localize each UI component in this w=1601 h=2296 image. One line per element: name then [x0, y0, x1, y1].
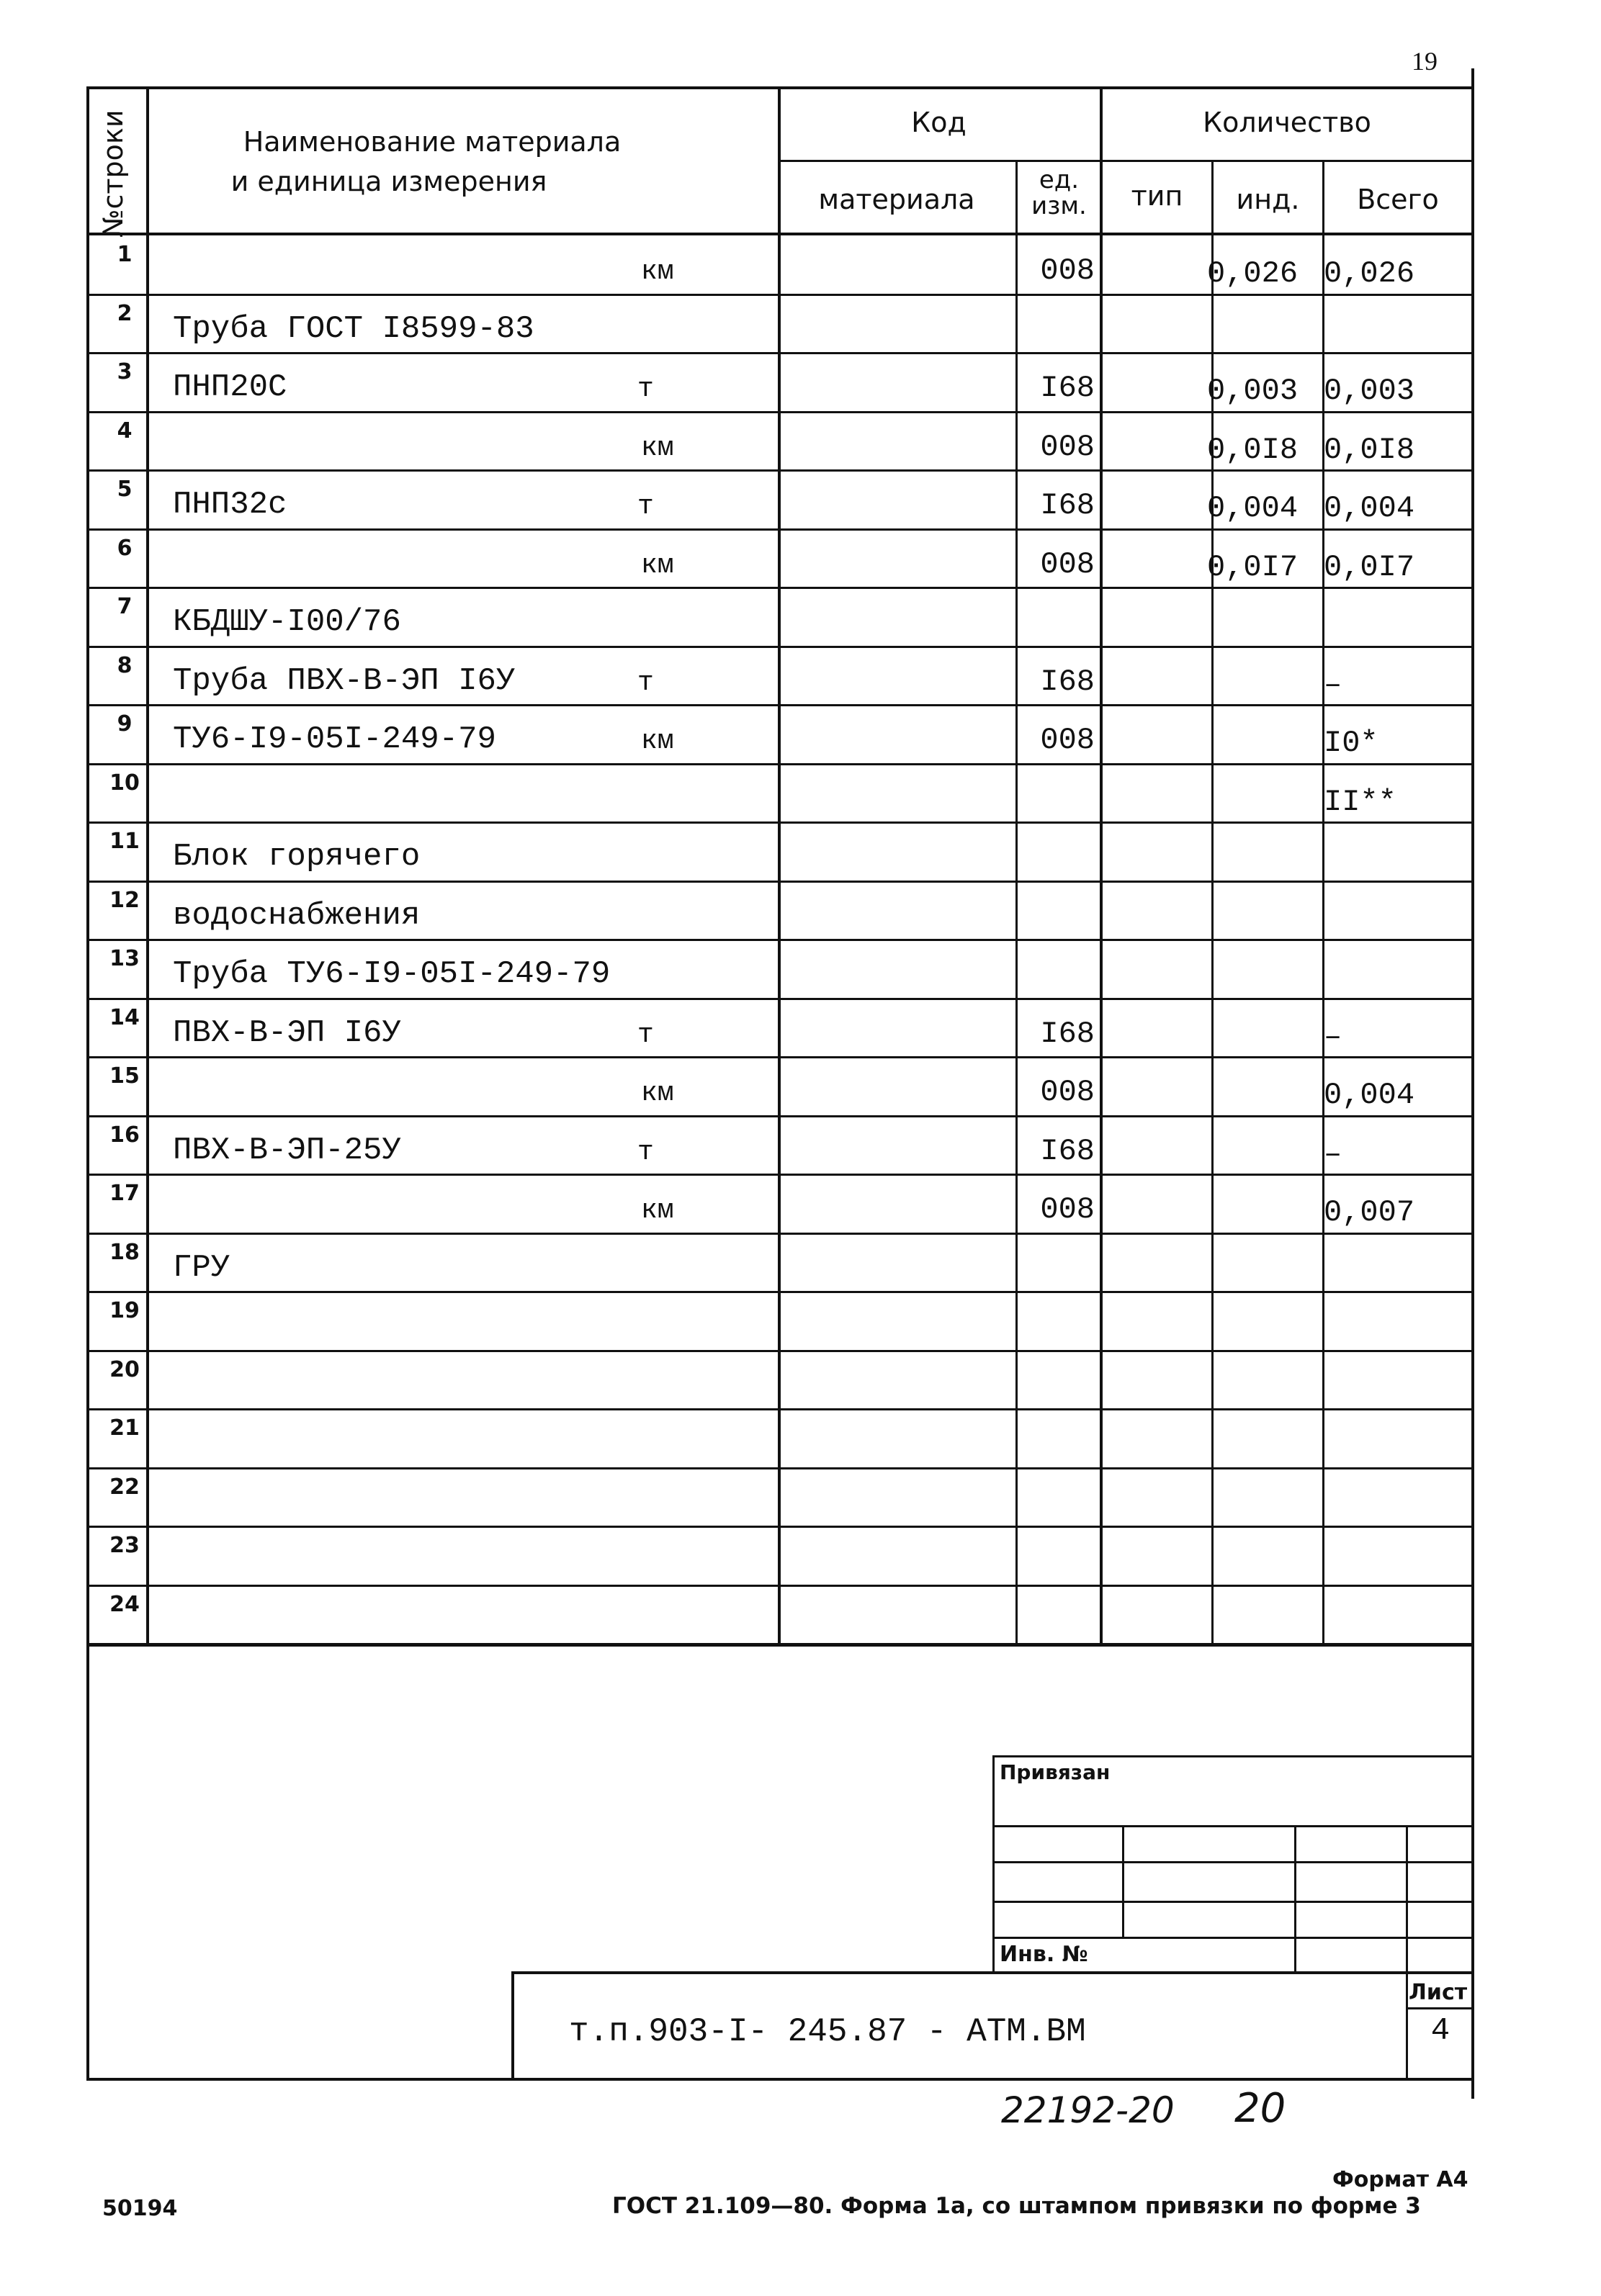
header-name-line2: и единица измерения	[230, 166, 547, 197]
row-number: 18	[109, 1240, 140, 1265]
row-name: КБДШУ-I00/76	[173, 604, 401, 640]
row-line	[86, 1467, 1471, 1469]
row-total: –	[1324, 667, 1342, 702]
stamp-top-line	[992, 1755, 1474, 1757]
row-unit: км	[641, 433, 674, 464]
row-code: I68	[1040, 665, 1095, 699]
row-unit: т	[637, 1019, 654, 1050]
row-unit: т	[637, 491, 654, 522]
corner-page-number: 19	[1412, 47, 1438, 76]
table-right-border	[1471, 86, 1474, 1644]
row-total: 0,0I7	[1324, 550, 1415, 585]
row-name: ПНП20С	[173, 369, 287, 405]
row-line	[86, 1115, 1471, 1117]
row-number: 9	[117, 711, 133, 737]
frame-left-border	[86, 86, 89, 2081]
frame-bottom-border	[86, 2078, 1474, 2081]
row-number: 10	[109, 770, 140, 796]
row-ind: 0,0I7	[1207, 550, 1299, 585]
row-line	[86, 763, 1471, 765]
row-code: I68	[1040, 1134, 1095, 1169]
title-block-sheet-line	[1406, 2007, 1474, 2009]
stamp-line-2	[992, 1861, 1474, 1863]
row-number: 24	[109, 1592, 140, 1617]
row-unit: км	[641, 1078, 674, 1109]
row-number: 20	[109, 1357, 140, 1382]
row-number: 6	[117, 536, 133, 561]
stamp-col-3	[1406, 1825, 1408, 1973]
stamp-line-1	[992, 1825, 1474, 1827]
title-block-top	[511, 1971, 1474, 1974]
row-unit: т	[637, 374, 654, 405]
row-total: 0,0I8	[1324, 433, 1415, 467]
footer-gost-line: ГОСТ 21.109—80. Форма 1а, со штампом привязки по форме 3	[612, 2193, 1421, 2219]
row-number: 19	[109, 1298, 140, 1323]
row-number: 8	[117, 653, 133, 678]
row-number: 23	[109, 1533, 140, 1558]
header-code-unit: ед. изм.	[1031, 166, 1087, 220]
handwritten-page: 20	[1234, 2085, 1286, 2132]
stamp-bound-label: Привязан	[1000, 1760, 1111, 1784]
row-line	[86, 1643, 1471, 1645]
row-total: 0,004	[1324, 491, 1415, 526]
row-name: водоснабжения	[173, 898, 421, 934]
row-number: 14	[109, 1005, 140, 1030]
row-number: 15	[109, 1063, 140, 1089]
row-number: 7	[117, 594, 133, 619]
row-line	[86, 704, 1471, 706]
stamp-left-line	[992, 1755, 995, 1973]
stamp-line-3	[992, 1901, 1474, 1903]
sheet-label: Лист	[1409, 1980, 1468, 2005]
row-number: 16	[109, 1122, 140, 1148]
row-unit: т	[637, 1137, 654, 1168]
row-line	[86, 587, 1471, 589]
row-number: 2	[117, 301, 133, 326]
row-code: I68	[1040, 488, 1095, 523]
header-code-material: материала	[818, 184, 975, 215]
row-line	[86, 1291, 1471, 1293]
row-line	[86, 1526, 1471, 1528]
row-number: 11	[109, 829, 140, 854]
header-row-number: №строки	[97, 109, 129, 238]
row-name: ПВХ-В-ЭП I6У	[173, 1015, 401, 1051]
header-qty-total: Всего	[1357, 184, 1439, 215]
row-line	[86, 1350, 1471, 1352]
row-name: ГРУ	[173, 1250, 230, 1286]
header-mid-line	[778, 160, 1471, 162]
header-qty-type: тип	[1131, 180, 1183, 212]
row-name: Труба ГОСТ I8599-83	[173, 311, 534, 347]
row-line	[86, 411, 1471, 413]
row-line	[86, 469, 1471, 472]
row-ind: 0,004	[1207, 491, 1299, 526]
handwritten-number: 22192-20	[1001, 2089, 1175, 2131]
row-unit: км	[641, 726, 674, 757]
row-code: 008	[1040, 253, 1095, 288]
row-line	[86, 528, 1471, 531]
row-number: 13	[109, 946, 140, 971]
row-unit: км	[641, 1195, 674, 1226]
row-line	[86, 821, 1471, 824]
row-code: 008	[1040, 1075, 1095, 1109]
row-unit: км	[641, 256, 674, 287]
stamp-col-2	[1294, 1825, 1296, 1973]
row-total: 0,003	[1324, 374, 1415, 408]
row-number: 12	[109, 888, 140, 913]
row-total: I0*	[1324, 726, 1378, 760]
row-total: –	[1324, 1137, 1342, 1171]
row-code: 008	[1040, 430, 1095, 464]
row-total: 0,026	[1324, 256, 1415, 291]
header-name-line1: Наименование материала	[243, 126, 622, 158]
row-unit: т	[637, 667, 654, 698]
row-line	[86, 881, 1471, 883]
row-total: 0,004	[1324, 1078, 1415, 1112]
row-line	[86, 1174, 1471, 1176]
col-line-code-unit	[1015, 160, 1018, 1644]
row-ind: 0,0I8	[1207, 433, 1299, 467]
row-code: I68	[1040, 1017, 1095, 1051]
row-total: –	[1324, 1019, 1342, 1054]
row-name: Труба ПВХ-В-ЭП I6У	[173, 663, 516, 699]
row-ind: 0,026	[1207, 256, 1299, 291]
row-code: I68	[1040, 371, 1095, 405]
row-line	[86, 1233, 1471, 1235]
row-ind: 0,003	[1207, 374, 1299, 408]
row-total: 0,007	[1324, 1195, 1415, 1230]
header-quantity: Количество	[1203, 107, 1371, 138]
row-number: 1	[117, 242, 133, 267]
row-code: 008	[1040, 1192, 1095, 1227]
row-number: 5	[117, 477, 133, 502]
row-number: 17	[109, 1181, 140, 1206]
row-line	[86, 352, 1471, 354]
row-total: II**	[1324, 785, 1396, 819]
row-line	[86, 1056, 1471, 1058]
stamp-line-4	[992, 1937, 1474, 1939]
row-number: 3	[117, 359, 133, 384]
header-code: Код	[911, 107, 967, 138]
row-code: 008	[1040, 723, 1095, 757]
document-designation: т.п.903-I- 245.87 - АТМ.ВМ	[569, 2013, 1086, 2050]
row-line	[86, 294, 1471, 296]
stamp-col-1	[1122, 1825, 1124, 1937]
row-code: 008	[1040, 547, 1095, 582]
sheet-number: 4	[1430, 2013, 1450, 2049]
row-line	[86, 998, 1471, 1000]
row-line	[86, 939, 1471, 941]
row-number: 21	[109, 1415, 140, 1441]
row-name: ПНП32с	[173, 487, 287, 523]
row-name: Труба ТУ6-I9-05I-249-79	[173, 956, 611, 992]
format-label: Формат А4	[1332, 2167, 1468, 2192]
row-name: Блок горячего	[173, 839, 421, 875]
stamp-inv-label: Инв. №	[1000, 1942, 1088, 1967]
row-unit: км	[641, 550, 674, 581]
title-block-left	[511, 1971, 514, 2081]
row-name: ПВХ-В-ЭП-25У	[173, 1133, 401, 1169]
row-line	[86, 1585, 1471, 1587]
row-name: ТУ6-I9-05I-249-79	[173, 721, 496, 757]
row-number: 4	[117, 418, 133, 444]
row-number: 22	[109, 1475, 140, 1500]
footer-left-code: 50194	[102, 2196, 178, 2221]
row-line	[86, 1408, 1471, 1410]
row-line	[86, 646, 1471, 648]
header-qty-ind: инд.	[1236, 184, 1300, 215]
